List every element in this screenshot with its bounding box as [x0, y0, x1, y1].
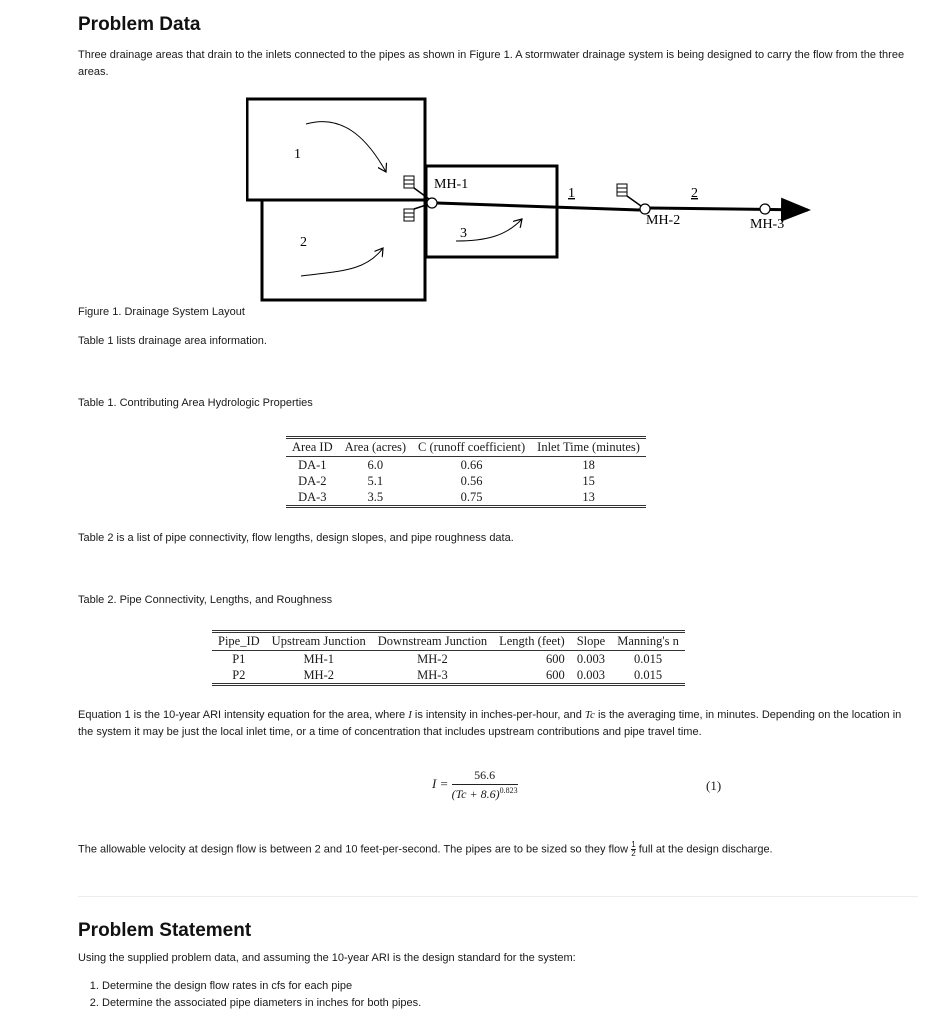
text-span: is the averaging time, in minutes. Depending on the location in the system it may be just the local inlet time, or a time of concentration that includes upstream contributions and pipe travel time. — [78, 709, 902, 738]
intensity-equation — [432, 768, 518, 802]
equation-denominator — [452, 785, 518, 802]
table-cell: 0.003 — [571, 667, 611, 685]
fraction-denominator: 2 — [631, 849, 636, 858]
table-cell: DA-3 — [286, 489, 339, 507]
table-cell: 0.003 — [576, 652, 606, 666]
table-1 — [286, 436, 646, 508]
var-i: I — [408, 709, 412, 721]
table-cell: 6.0 — [367, 458, 384, 472]
table-cell: 600 — [493, 667, 571, 685]
table-2-header: Length (feet) — [493, 632, 571, 651]
table-2 — [212, 630, 685, 686]
table-1-header: Inlet Time (minutes) — [531, 438, 646, 457]
table-row — [212, 651, 685, 668]
table-2-header: Slope — [571, 632, 611, 651]
table-2-intro: Table 2 is a list of pipe connectivity, flow lengths, design slopes, and pipe roughness data. — [78, 532, 514, 544]
list-item: 1. Determine the design flow rates in cfs for each pipe — [102, 978, 421, 995]
equation-number: (1) — [706, 778, 722, 793]
table-cell: DA-1 — [298, 458, 327, 472]
area-2-label: 2 — [300, 235, 307, 250]
table-cell: MH-3 — [372, 667, 493, 685]
flow-arrow-area-1 — [306, 122, 386, 172]
mh-1-label: MH-1 — [434, 177, 469, 192]
table-2-header: Pipe_ID — [212, 632, 266, 651]
list-item: 2. Determine the associated pipe diameters in inches for both pipes. — [102, 995, 421, 1012]
table-cell: P1 — [232, 652, 246, 666]
denominator-base: (Tc + 8.6) — [451, 787, 500, 801]
area-1-boundary — [247, 99, 425, 200]
table-cell: DA-2 — [298, 474, 327, 488]
table-cell: 0.015 — [633, 652, 663, 666]
intro-paragraph: Three drainage areas that drain to the inlets connected to the pipes as shown in Figure 1. A stormwater drainage system is being designed to carry the flow from the three areas. — [78, 49, 905, 78]
mh-2-label: MH-2 — [646, 213, 681, 228]
table-row — [286, 473, 646, 489]
table-row — [286, 457, 646, 474]
table-1-intro: Table 1 lists drainage area information. — [78, 335, 267, 347]
table-2-header: Upstream Junction — [266, 632, 372, 651]
table-cell: 5.1 — [367, 474, 384, 488]
table-cell: 15 — [582, 474, 595, 488]
table-cell: 0.56 — [460, 474, 483, 488]
table-cell: 0.015 — [611, 667, 685, 685]
table-cell: 600 — [545, 652, 565, 666]
area-1-label: 1 — [294, 147, 301, 162]
pipe-1-label: 1 — [568, 186, 575, 201]
table-2-header: Downstream Junction — [372, 632, 493, 651]
table-1-header: Area ID — [286, 438, 339, 457]
table-1-header: C (runoff coefficient) — [412, 438, 531, 457]
table-cell: 13 — [531, 489, 646, 507]
figure-1-caption: Figure 1. Drainage System Layout — [78, 306, 245, 318]
table-1-header: Area (acres) — [339, 438, 412, 457]
manhole-mh-3 — [760, 204, 770, 214]
table-cell: 0.66 — [460, 458, 483, 472]
text-span: The allowable velocity at design flow is between 2 and 10 feet-per-second. The pipes are to be sized so they flow — [78, 843, 632, 856]
text-span: full at the design discharge. — [635, 843, 773, 856]
pipe-2-label: 2 — [691, 186, 698, 201]
var-tc: Tc — [584, 709, 595, 721]
equation-numerator: 56.6 — [452, 768, 518, 785]
section-divider — [78, 896, 918, 897]
area-2-boundary — [262, 200, 425, 300]
inlet-grate-icon — [617, 184, 627, 196]
problem-statement-intro: Using the supplied problem data, and assuming the 10-year ARI is the design standard for the system: — [78, 952, 576, 964]
drainage-layout-figure — [246, 96, 826, 306]
text-span: is intensity in inches-per-hour, and — [411, 709, 585, 721]
table-row — [212, 667, 685, 685]
flow-arrow-area-2 — [301, 248, 383, 276]
table-2-caption: Table 2. Pipe Connectivity, Lengths, and Roughness — [78, 594, 333, 606]
problem-data-heading: Problem Data — [78, 14, 201, 35]
manhole-mh-1 — [427, 198, 437, 208]
inlet-grate-icon — [404, 176, 414, 188]
velocity-paragraph — [78, 841, 918, 858]
table-cell: 3.5 — [339, 489, 412, 507]
equation-description — [78, 707, 918, 741]
pipe-2 — [650, 208, 808, 210]
table-row — [286, 489, 646, 507]
mh-3-label: MH-3 — [750, 217, 785, 232]
table-cell: MH-1 — [303, 652, 334, 666]
table-cell: MH-2 — [266, 667, 372, 685]
task-list — [78, 978, 421, 1012]
table-cell: MH-2 — [417, 652, 448, 666]
problem-statement-heading: Problem Statement — [78, 920, 252, 941]
text-span: Equation 1 is the 10-year ARI intensity equation for the area, where — [78, 709, 409, 721]
table-cell: 0.75 — [412, 489, 531, 507]
table-cell: 18 — [582, 458, 595, 472]
equation-fraction — [452, 768, 518, 802]
table-2-header: Manning's n — [611, 632, 685, 651]
area-3-label: 3 — [460, 226, 467, 241]
pipe-1 — [437, 203, 640, 210]
fraction-numerator: 1 — [631, 840, 636, 849]
inlet-grate-icon — [404, 209, 414, 221]
equation-lhs: I = — [432, 775, 449, 791]
denominator-exponent: 0.823 — [499, 786, 518, 795]
table-cell: P2 — [212, 667, 266, 685]
table-1-caption: Table 1. Contributing Area Hydrologic Properties — [78, 397, 313, 409]
